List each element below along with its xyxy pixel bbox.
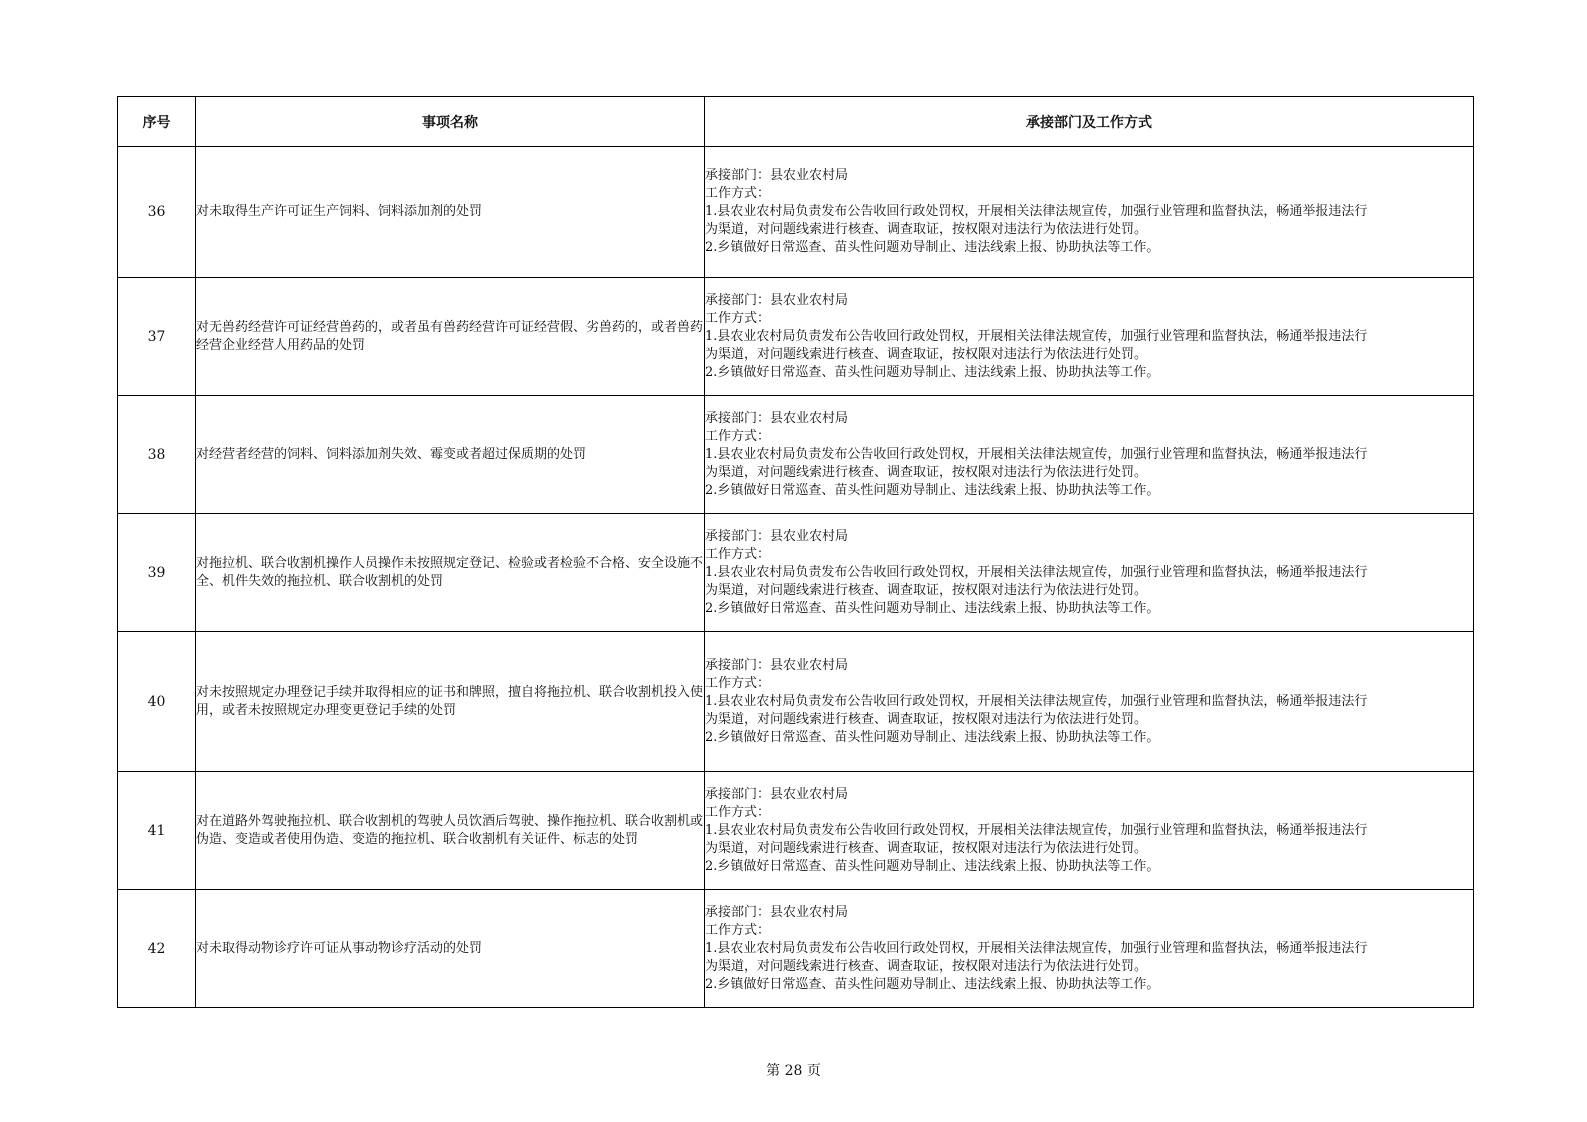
method-line: 2.乡镇做好日常巡查、苗头性问题劝导制止、违法线索上报、协助执法等工作。 xyxy=(705,240,1160,255)
method-line: 2.乡镇做好日常巡查、苗头性问题劝导制止、违法线索上报、协助执法等工作。 xyxy=(705,858,1160,874)
item-name-cell: 对未取得生产许可证生产饲料、饲料添加剂的处罚 xyxy=(196,147,705,278)
method-line: 为渠道，对问题线索进行核查、调查取证，按权限对违法行为依法进行处罚。 xyxy=(705,582,1148,598)
method-line: 承接部门：县农业农村局 xyxy=(705,168,849,183)
dept-and-method-cell xyxy=(705,632,1474,772)
method-line: 工作方式： xyxy=(705,922,771,938)
table-row xyxy=(118,147,1474,278)
method-line: 工作方式： xyxy=(705,675,771,691)
dept-and-method-cell xyxy=(705,514,1474,632)
serial-number-cell: 36 xyxy=(118,147,196,278)
serial-number-cell: 39 xyxy=(118,514,196,632)
matters-table-container xyxy=(117,96,1473,1008)
method-line: 承接部门：县农业农村局 xyxy=(705,657,849,673)
method-line: 2.乡镇做好日常巡查、苗头性问题劝导制止、违法线索上报、协助执法等工作。 xyxy=(705,600,1160,616)
item-name-cell: 对无兽药经营许可证经营兽药的，或者虽有兽药经营许可证经营假、劣兽药的，或者兽药经营企业经营人用药品的处罚 xyxy=(196,278,705,396)
serial-number-cell: 37 xyxy=(118,278,196,396)
matters-table xyxy=(117,96,1474,1008)
item-name-cell: 对拖拉机、联合收割机操作人员操作未按照规定登记、检验或者检验不合格、安全设施不全、机件失效的拖拉机、联合收割机的处罚 xyxy=(196,514,705,632)
table-header-row xyxy=(118,97,1474,147)
table-row xyxy=(118,772,1474,890)
method-line: 工作方式： xyxy=(705,804,771,820)
method-line: 2.乡镇做好日常巡查、苗头性问题劝导制止、违法线索上报、协助执法等工作。 xyxy=(705,482,1160,498)
table-row xyxy=(118,514,1474,632)
item-name-cell: 对经营者经营的饲料、饲料添加剂失效、霉变或者超过保质期的处罚 xyxy=(196,396,705,514)
dept-and-method-cell xyxy=(705,890,1474,1008)
method-line: 2.乡镇做好日常巡查、苗头性问题劝导制止、违法线索上报、协助执法等工作。 xyxy=(705,976,1160,992)
serial-number-cell: 41 xyxy=(118,772,196,890)
method-line: 承接部门：县农业农村局 xyxy=(705,786,849,802)
page-number: 第 28 页 xyxy=(766,1063,821,1079)
method-line: 1.县农业农村局负责发布公告收回行政处罚权，开展相关法律法规宣传，加强行业管理和监督执法，畅通举报违法行 xyxy=(705,822,1368,838)
method-line: 工作方式： xyxy=(705,546,771,562)
method-line: 为渠道，对问题线索进行核查、调查取证，按权限对违法行为依法进行处罚。 xyxy=(705,464,1148,480)
method-line: 为渠道，对问题线索进行核查、调查取证，按权限对违法行为依法进行处罚。 xyxy=(705,222,1148,237)
method-line: 工作方式： xyxy=(705,186,771,201)
item-name-cell: 对未取得动物诊疗许可证从事动物诊疗活动的处罚 xyxy=(196,890,705,1008)
dept-and-method-cell xyxy=(705,278,1474,396)
header-serial-no: 序号 xyxy=(118,97,196,147)
header-item-name: 事项名称 xyxy=(196,97,705,147)
method-line: 1.县农业农村局负责发布公告收回行政处罚权，开展相关法律法规宣传，加强行业管理和监督执法，畅通举报违法行 xyxy=(705,693,1368,709)
method-line: 为渠道，对问题线索进行核查、调查取证，按权限对违法行为依法进行处罚。 xyxy=(705,840,1148,856)
table-row xyxy=(118,890,1474,1008)
header-dept-and-method: 承接部门及工作方式 xyxy=(705,97,1474,147)
table-row xyxy=(118,632,1474,772)
dept-and-method-cell xyxy=(705,396,1474,514)
dept-and-method-cell xyxy=(705,147,1474,278)
method-line: 2.乡镇做好日常巡查、苗头性问题劝导制止、违法线索上报、协助执法等工作。 xyxy=(705,364,1160,380)
method-line: 为渠道，对问题线索进行核查、调查取证，按权限对违法行为依法进行处罚。 xyxy=(705,711,1148,727)
method-line: 承接部门：县农业农村局 xyxy=(705,292,849,308)
method-line: 承接部门：县农业农村局 xyxy=(705,410,849,426)
method-line: 工作方式： xyxy=(705,428,771,444)
serial-number-cell: 38 xyxy=(118,396,196,514)
dept-and-method-cell xyxy=(705,772,1474,890)
method-line: 为渠道，对问题线索进行核查、调查取证，按权限对违法行为依法进行处罚。 xyxy=(705,958,1148,974)
method-line: 1.县农业农村局负责发布公告收回行政处罚权，开展相关法律法规宣传，加强行业管理和监督执法，畅通举报违法行 xyxy=(705,564,1368,580)
item-name-cell: 对未按照规定办理登记手续并取得相应的证书和牌照，擅自将拖拉机、联合收割机投入使用，或者未按照规定办理变更登记手续的处罚 xyxy=(196,632,705,772)
method-line: 1.县农业农村局负责发布公告收回行政处罚权，开展相关法律法规宣传，加强行业管理和监督执法，畅通举报违法行 xyxy=(705,328,1368,344)
method-line: 1.县农业农村局负责发布公告收回行政处罚权，开展相关法律法规宣传，加强行业管理和监督执法，畅通举报违法行 xyxy=(705,940,1368,956)
table-row xyxy=(118,278,1474,396)
table-row xyxy=(118,396,1474,514)
serial-number-cell: 40 xyxy=(118,632,196,772)
method-line: 1.县农业农村局负责发布公告收回行政处罚权，开展相关法律法规宣传，加强行业管理和监督执法，畅通举报违法行 xyxy=(705,204,1368,219)
serial-number-cell: 42 xyxy=(118,890,196,1008)
method-line: 1.县农业农村局负责发布公告收回行政处罚权，开展相关法律法规宣传，加强行业管理和监督执法，畅通举报违法行 xyxy=(705,446,1368,462)
method-line: 承接部门：县农业农村局 xyxy=(705,528,849,544)
method-line: 工作方式： xyxy=(705,310,771,326)
item-name-cell: 对在道路外驾驶拖拉机、联合收割机的驾驶人员饮酒后驾驶、操作拖拉机、联合收割机或伪造、变造或者使用伪造、变造的拖拉机、联合收割机有关证件、标志的处罚 xyxy=(196,772,705,890)
method-line: 2.乡镇做好日常巡查、苗头性问题劝导制止、违法线索上报、协助执法等工作。 xyxy=(705,729,1160,745)
method-line: 承接部门：县农业农村局 xyxy=(705,904,849,920)
method-line: 为渠道，对问题线索进行核查、调查取证，按权限对违法行为依法进行处罚。 xyxy=(705,346,1148,362)
